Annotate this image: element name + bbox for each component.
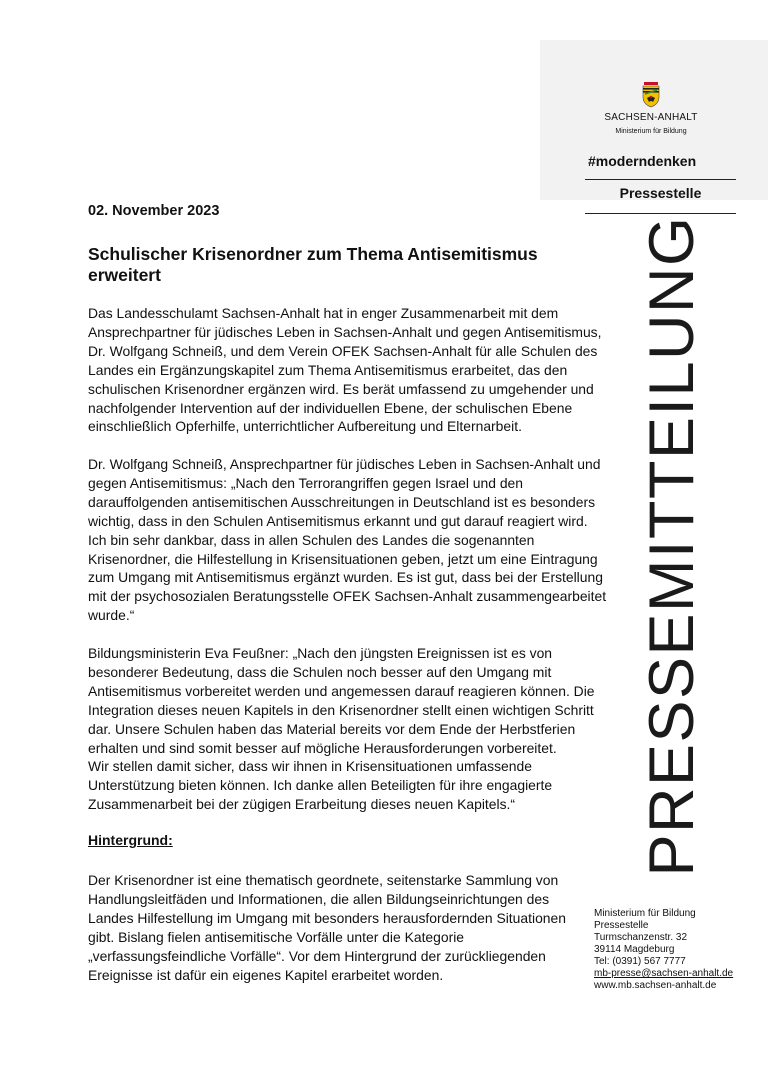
headline-line: erweitert <box>88 265 161 285</box>
contact-street: Turmschanzenstr. 32 <box>594 932 688 943</box>
text-line: Handlungsleitfäden und Informationen, die allen Bildungseinrichtungen des <box>88 890 550 907</box>
text-line: mit der psychosozialen Beratungsstelle OFEK Sachsen-Anhalt zusammengearbeitet <box>88 588 607 605</box>
text-line: Das Landesschulamt Sachsen-Anhalt hat in enger Zusammenarbeit mit dem <box>88 305 559 321</box>
text-line: Krisenordner, die Hilfestellung in Krisensituationen geben, jetzt um eine Eintragung <box>88 550 598 567</box>
release-date: 02. November 2023 <box>88 203 220 219</box>
text-line: besonderer Bedeutung, dass die Schulen noch besser auf den Umgang mit <box>88 663 552 680</box>
logo-box <box>540 40 768 200</box>
text-line: Zusammenarbeit bei der zügigen Erarbeitung dieses neuen Kapitels.“ <box>88 796 516 813</box>
contact-phone: Tel: (0391) 567 7777 <box>594 956 686 967</box>
text-line: einschließlich Opferhilfe, unterrichtlicher Aufbereitung und Elternarbeit. <box>88 418 522 435</box>
paragraph <box>88 455 628 625</box>
text-line: Ich bin sehr dankbar, dass in allen Schulen des Landes die sogenannten <box>88 531 535 548</box>
text-line: Ereignisse ist dafür ein eigenes Kapitel erarbeitet worden. <box>88 966 444 983</box>
vertical-title: PRESSEMITTEILUNG <box>637 215 707 877</box>
contact-email-link[interactable]: mb-presse@sachsen-anhalt.de <box>594 968 734 979</box>
text-line: Ansprechpartner für jüdisches Leben in Sachsen-Anhalt und gegen Antisemitismus, <box>88 323 602 340</box>
text-line: Der Krisenordner ist eine thematisch geordnete, seitenstarke Sammlung von <box>88 872 559 888</box>
text-line: Dr. Wolfgang Schneiß, und dem Verein OFEK Sachsen-Anhalt für alle Schulen des <box>88 342 598 359</box>
text-line: nachfolgender Intervention auf der individuellen Ebene, der schulischen Ebene <box>88 399 573 416</box>
contact-department: Pressestelle <box>594 920 649 931</box>
text-line: Integration dieses neuen Kapitels in den Krisenordner stellt einen wichtigen Schritt <box>88 701 594 718</box>
text-line: Unterstützung bieten können. Ich danke allen Beteiligten für ihre engagierte <box>88 777 553 794</box>
text-line: „verfassungsfeindliche Vorfälle“. Vor dem Hintergrund der zurückliegenden <box>88 947 546 964</box>
divider <box>585 179 736 180</box>
contact-ministry: Ministerium für Bildung <box>594 908 696 919</box>
paragraph <box>88 871 628 984</box>
headline-line: Schulischer Krisenordner zum Thema Antisemitismus <box>88 244 538 264</box>
text-line: erhalten und sind somit besser auf mögliche Herausforderungen vorbereitet. <box>88 739 557 756</box>
text-line: wurde.“ <box>88 607 135 624</box>
text-line: schulischen Krisenordner ergänzen wird. Es berät umfassend zu umgehender und <box>88 380 594 397</box>
divider <box>585 213 736 214</box>
coat-of-arms-icon <box>641 82 661 108</box>
text-line: Landes ein Ergänzungskapitel zum Thema Antisemitismus erarbeitet, das den <box>88 361 568 378</box>
hashtag: #moderndenken <box>588 153 697 169</box>
text-line: gegen Antisemitismus: „Nach den Terrorangriffen gegen Israel und den <box>88 474 523 491</box>
contact-block <box>594 908 768 992</box>
text-line: Bildungsministerin Eva Feußner: „Nach den jüngsten Ereignissen ist es von <box>88 645 553 661</box>
department-label: Pressestelle <box>619 185 702 201</box>
headline <box>88 244 598 286</box>
paragraph <box>88 644 628 814</box>
text-line: gibt. Bislang fielen antisemitische Vorfälle unter die Kategorie <box>88 928 465 945</box>
paragraph <box>88 304 628 436</box>
logo-name: SACHSEN-ANHALT <box>604 112 698 123</box>
text-line: zum Umgang mit Antisemitismus ergänzt wurden. Es ist gut, dass bei der Erstellung <box>88 569 603 586</box>
contact-city: 39114 Magdeburg <box>594 944 675 955</box>
text-line: Landes Hilfestellung im Umgang mit besonders herausfordernden Situationen <box>88 909 566 926</box>
contact-website[interactable]: www.mb.sachsen-anhalt.de <box>594 980 717 991</box>
text-line: darauffolgenden antisemitischen Ausschreitungen in Deutschland ist es besonders <box>88 493 596 510</box>
text-line: wichtig, dass in den Schulen Antisemitismus erkannt und gut darauf reagiert wird. <box>88 512 588 529</box>
text-line: Dr. Wolfgang Schneiß, Ansprechpartner für jüdisches Leben in Sachsen-Anhalt und <box>88 456 601 472</box>
text-line: Wir stellen damit sicher, dass wir ihnen in Krisensituationen umfassende <box>88 758 532 775</box>
logo-ministry: Ministerium für Bildung <box>615 128 687 135</box>
section-heading: Hintergrund: <box>88 832 173 848</box>
text-line: Antisemitismus vorbereitet werden und angemessen darauf reagieren können. Die <box>88 682 595 699</box>
text-line: dar. Unsere Schulen haben das Material bereits vor dem Ende der Herbstferien <box>88 720 576 737</box>
